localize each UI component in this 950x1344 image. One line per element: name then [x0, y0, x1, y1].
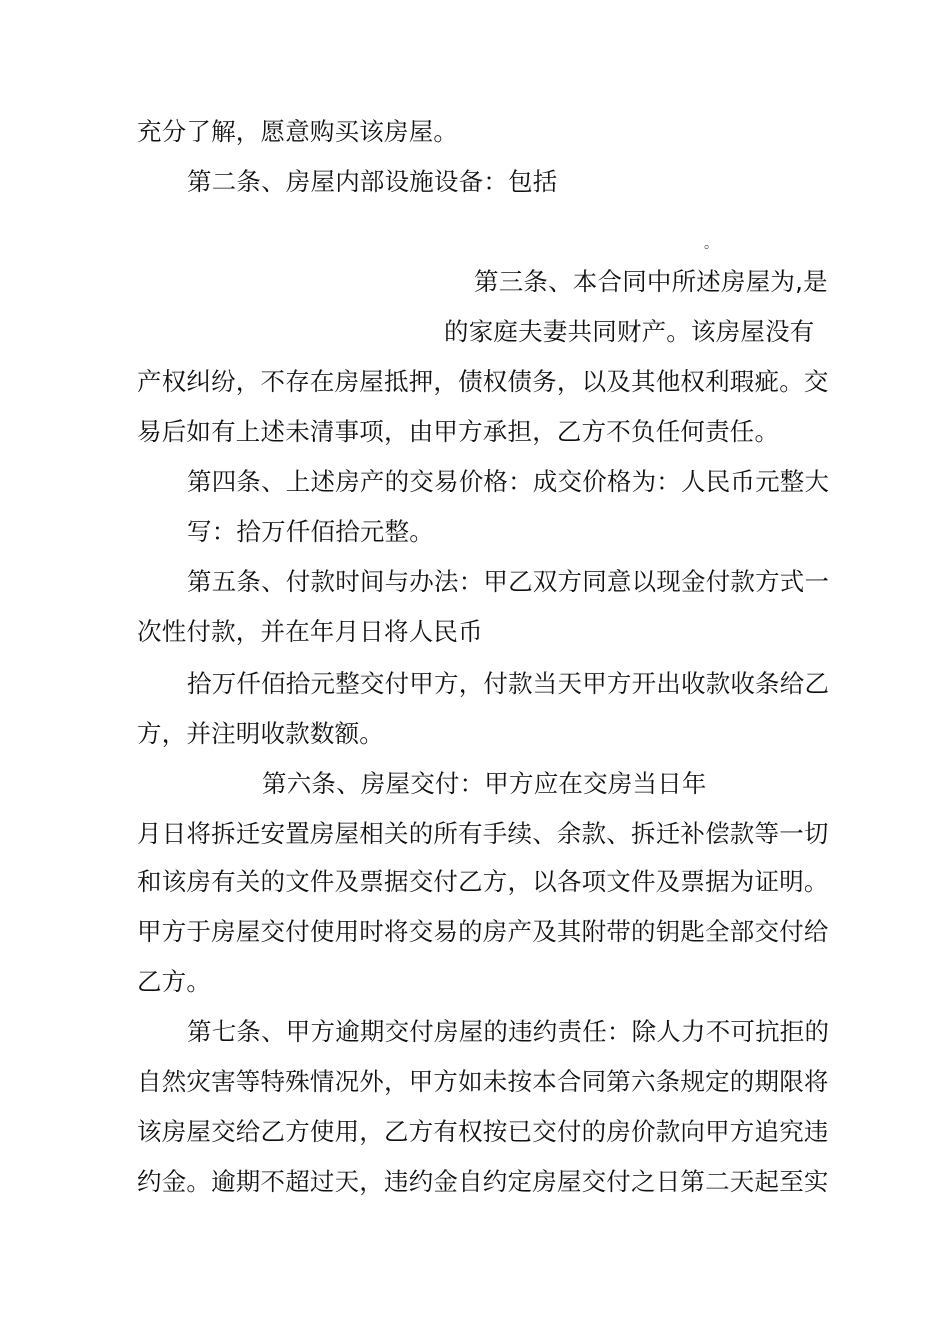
text-line: 的家庭夫妻共同财产。该房屋没有: [444, 317, 815, 346]
text-line: 第五条、付款时间与办法：甲乙双方同意以现金付款方式一: [187, 567, 830, 596]
text-line: 第三条、本合同中所述房屋为,是: [474, 267, 828, 296]
text-line: 易后如有上述未清事项，由甲方承担，乙方不负任何责任。: [137, 417, 780, 446]
text-line: 写：拾万仟佰拾元整。: [187, 517, 434, 546]
text-line: 约金。逾期不超过天，违约金自约定房屋交付之日第二天起至实: [137, 1167, 829, 1196]
text-line: 第四条、上述房产的交易价格：成交价格为：人民币元整大: [187, 467, 830, 496]
text-line: 和该房有关的文件及票据交付乙方，以各项文件及票据为证明。: [137, 867, 829, 896]
text-line: 乙方。: [137, 967, 212, 996]
text-line: 该房屋交给乙方使用，乙方有权按已交付的房价款向甲方追究违: [137, 1117, 829, 1146]
text-line: 次性付款，并在年月日将人民币: [137, 617, 483, 646]
text-line: 充分了解，愿意购买该房屋。: [137, 117, 459, 146]
text-line: 月日将拆迁安置房屋相关的所有手续、余款、拆迁补偿款等一切: [137, 819, 829, 848]
text-line: 甲方于房屋交付使用时将交易的房产及其附带的钥匙全部交付给: [137, 917, 829, 946]
text-line: 第六条、房屋交付：甲方应在交房当日年: [262, 769, 707, 798]
text-line: 方，并注明收款数额。: [137, 719, 384, 748]
text-line: 产权纠纷，不存在房屋抵押，债权债务，以及其他权利瑕疵。交: [137, 367, 829, 396]
period-mark: 。: [704, 236, 718, 252]
text-line: 第二条、房屋内部设施设备：包括: [187, 167, 558, 196]
text-line: 第七条、甲方逾期交付房屋的违约责任：除人力不可抗拒的: [187, 1017, 830, 1046]
text-line: 自然灾害等特殊情况外，甲方如未按本合同第六条规定的期限将: [137, 1067, 829, 1096]
text-line: 拾万仟佰拾元整交付甲方，付款当天甲方开出收款收条给乙: [187, 669, 830, 698]
